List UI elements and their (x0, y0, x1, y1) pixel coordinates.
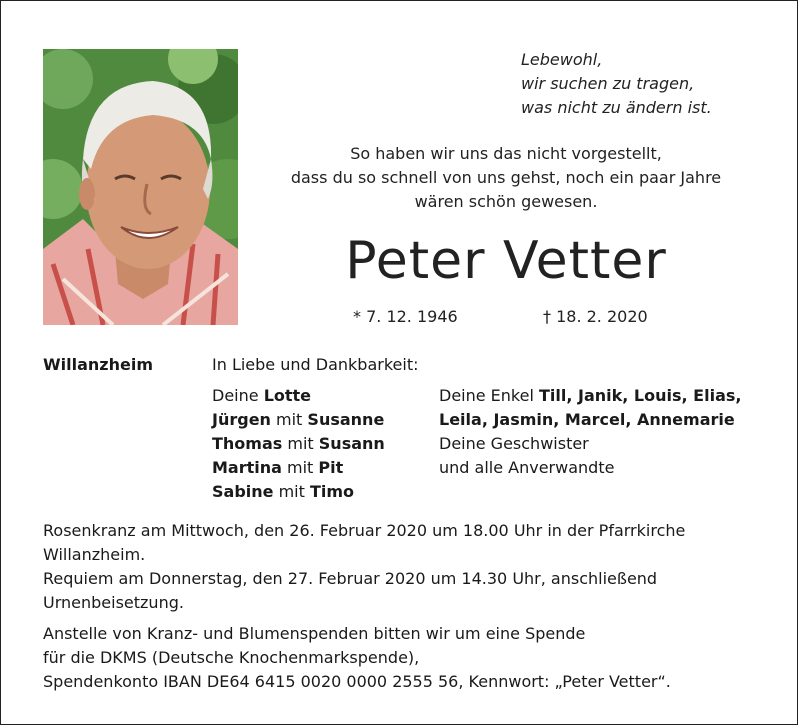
deceased-name: Peter Vetter (345, 231, 667, 291)
family-text: mit (273, 482, 310, 501)
donation-request (43, 622, 763, 694)
quote-line: So haben wir uns das nicht vorgestellt, (350, 144, 662, 163)
death-date: † 18. 2. 2020 (543, 307, 648, 326)
service-line: Willanzheim. (43, 545, 146, 564)
other-mourners (439, 384, 741, 480)
poem-line: was nicht zu ändern ist. (521, 98, 712, 117)
place-name: Willanzheim (43, 355, 153, 374)
grandchildren-prefix: Deine Enkel (439, 386, 539, 405)
grandchildren-names: Till, Janik, Louis, Elias, (539, 386, 742, 405)
grandchildren-line (439, 408, 741, 432)
family-partner-name: Susann (318, 434, 385, 453)
siblings-line: Deine Geschwister (439, 434, 589, 453)
family-list (212, 384, 385, 504)
family-member (212, 480, 385, 504)
poem-line: wir suchen zu tragen, (521, 74, 695, 93)
donation-line: für die DKMS (Deutsche Knochenmarkspende), (43, 648, 420, 667)
portrait-photo (43, 49, 238, 325)
service-line: Rosenkranz am Mittwoch, den 26. Februar 2020 um 18.00 Uhr in der Pfarrkirche (43, 521, 686, 540)
family-name: Martina (212, 458, 282, 477)
family-member (212, 432, 385, 456)
grandchildren-line (439, 384, 741, 408)
family-name: Jürgen (212, 410, 271, 429)
donation-line: Anstelle von Kranz- und Blumenspenden bitten wir um eine Spende (43, 624, 586, 643)
birth-date: * 7. 12. 1946 (353, 307, 458, 326)
farewell-poem (521, 48, 761, 120)
family-name: Thomas (212, 434, 283, 453)
relatives-line: und alle Anverwandte (439, 458, 615, 477)
family-partner-name: Timo (309, 482, 355, 501)
poem-line: Lebewohl, (521, 50, 603, 69)
service-line: Urnenbeisetzung. (43, 593, 184, 612)
family-name: Sabine (212, 482, 274, 501)
family-member (212, 456, 385, 480)
family-text: mit (270, 410, 308, 429)
quote-line: wären schön gewesen. (414, 192, 598, 211)
quote-line: dass du so schnell von uns gehst, noch ein paar Jahre (290, 168, 722, 187)
family-member (212, 408, 385, 432)
family-partner-name: Susanne (307, 410, 385, 429)
grandchildren-names: Leila, Jasmin, Marcel, Annemarie (439, 410, 735, 429)
mourners-intro: In Liebe und Dankbarkeit: (212, 355, 419, 374)
service-details (43, 519, 763, 615)
family-partner-name: Pit (318, 458, 344, 477)
donation-line: Spendenkonto IBAN DE64 6415 0020 0000 2555 56, Kennwort: „Peter Vetter“. (43, 672, 671, 691)
service-line: Requiem am Donnerstag, den 27. Februar 2020 um 14.30 Uhr, anschließend (43, 569, 658, 588)
family-text: mit (281, 458, 319, 477)
family-member (212, 384, 385, 408)
family-name: Lotte (263, 386, 312, 405)
memorial-quote (251, 142, 761, 214)
family-text: mit (282, 434, 319, 453)
family-text: Deine (212, 386, 264, 405)
